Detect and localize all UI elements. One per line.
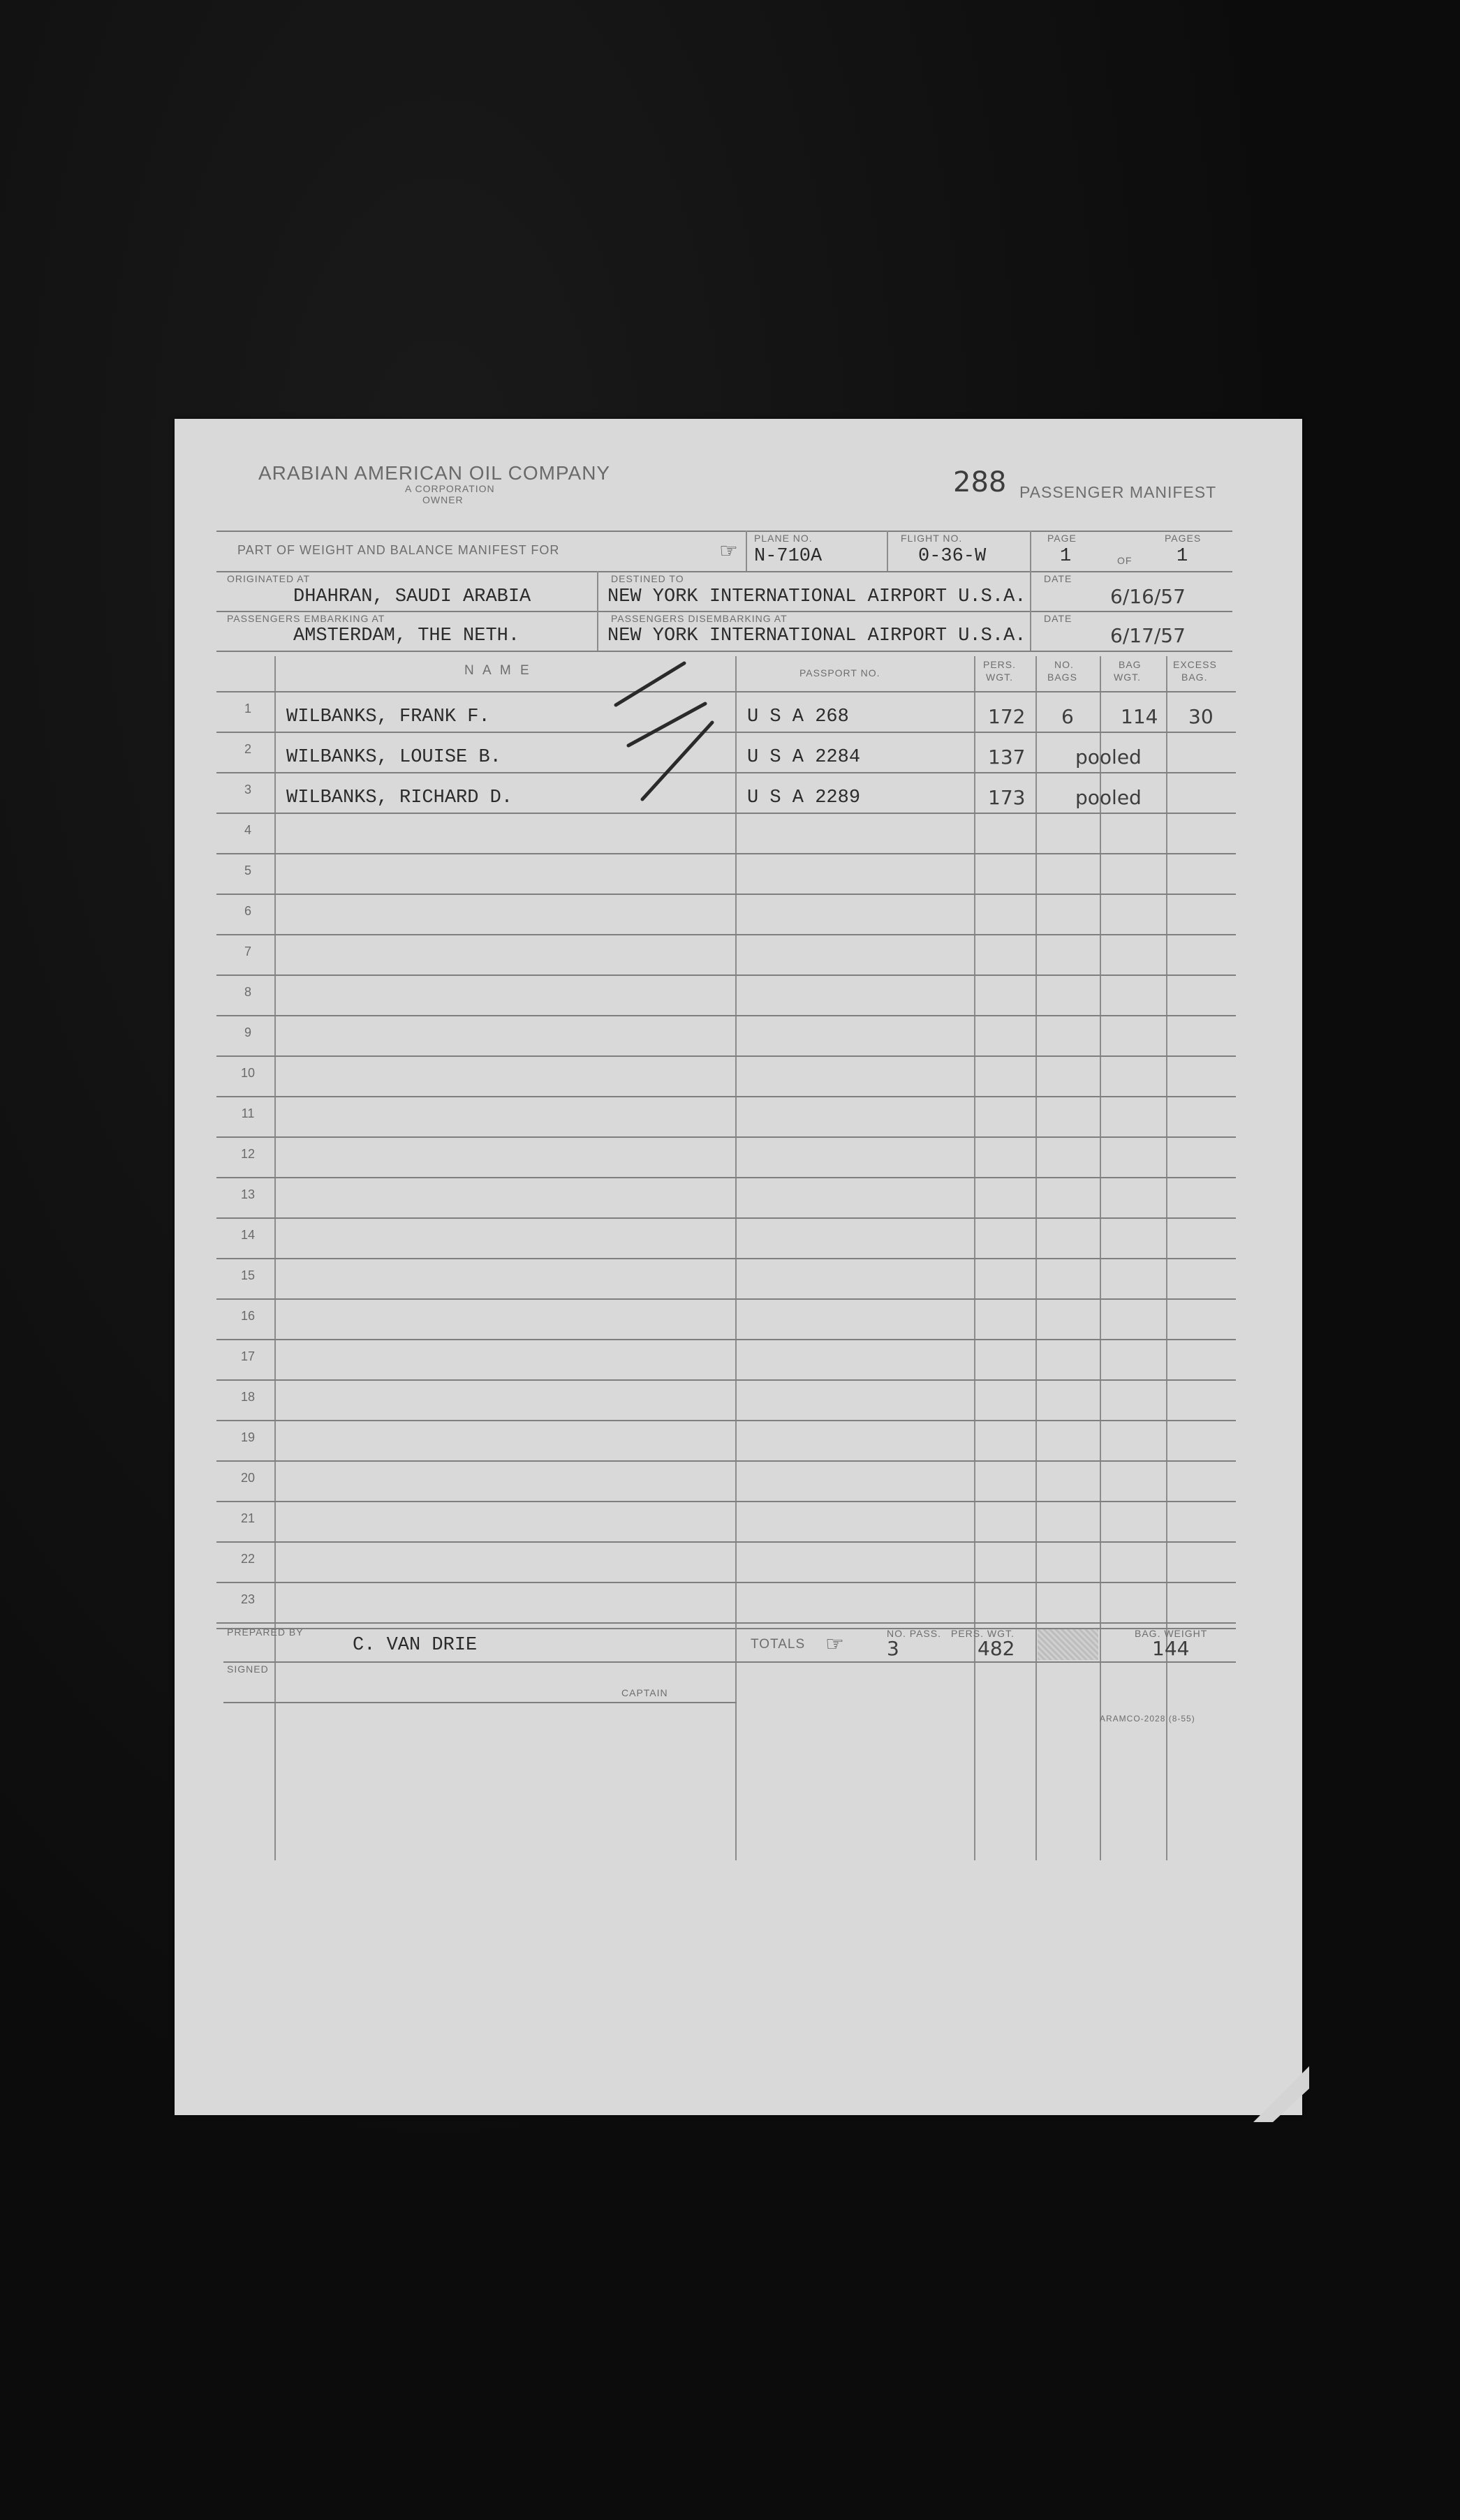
row-rule (216, 1501, 1236, 1502)
row-rule (216, 1460, 1236, 1462)
pooled-baggage-note: pooled (1075, 746, 1142, 769)
shaded-cell (1038, 1629, 1098, 1660)
column-header-passport: PASSPORT NO. (799, 667, 880, 679)
prepared-by-value: C. VAN DRIE (353, 1635, 478, 1656)
passenger-name: WILBANKS, FRANK F. (286, 706, 490, 727)
row-number: 22 (240, 1552, 256, 1566)
number-of-bags: 6 (1061, 705, 1074, 728)
column-header-no-bags: NO. (1054, 659, 1074, 670)
row-number: 2 (244, 742, 251, 756)
row-number: 15 (240, 1268, 256, 1282)
row-number: 8 (244, 985, 251, 999)
pointing-hand-icon: ☞ (825, 1632, 844, 1656)
row-number: 7 (244, 944, 251, 958)
row-rule (216, 1177, 1236, 1178)
row-rule (216, 1339, 1236, 1340)
row-rule (216, 1622, 1236, 1624)
row-rule (216, 1096, 1236, 1097)
column-header-excess: BAG. (1181, 672, 1208, 683)
passenger-name: WILBANKS, LOUISE B. (286, 747, 501, 768)
row-number: 14 (240, 1228, 256, 1242)
header-rule (216, 651, 1232, 652)
bag-weight-total-label: BAG. WEIGHT (1135, 1628, 1208, 1639)
total-personal-weight: 482 (978, 1637, 1015, 1660)
row-rule (216, 974, 1236, 976)
row-number: 6 (244, 904, 251, 918)
total-bag-weight: 144 (1152, 1637, 1190, 1660)
column-header-pers-wgt: PERS. (983, 659, 1017, 670)
row-rule (216, 1015, 1236, 1016)
date-value: 6/16/57 (1110, 585, 1186, 608)
header-divider (597, 571, 598, 651)
row-number: 17 (240, 1349, 256, 1363)
row-number: 13 (240, 1187, 256, 1201)
personal-weight: 137 (988, 746, 1026, 769)
row-number: 18 (240, 1390, 256, 1404)
row-number: 12 (240, 1147, 256, 1161)
row-number: 5 (244, 864, 251, 877)
row-rule (216, 1541, 1236, 1543)
row-rule (216, 894, 1236, 895)
totals-label: TOTALS (751, 1637, 806, 1652)
pooled-baggage-note: pooled (1075, 786, 1142, 809)
destined-label: DESTINED TO (611, 573, 684, 584)
row-number: 3 (244, 783, 251, 796)
personal-weight: 173 (988, 786, 1026, 809)
disembarking-value: NEW YORK INTERNATIONAL AIRPORT U.S.A. (607, 625, 1026, 646)
personal-weight: 172 (988, 705, 1026, 728)
captain-label: CAPTAIN (621, 1687, 668, 1698)
row-rule (216, 1582, 1236, 1583)
column-header-pers-wgt: WGT. (986, 672, 1013, 683)
company-name: ARABIAN AMERICAN OIL COMPANY (258, 462, 611, 484)
column-header-bag-wgt: BAG (1119, 659, 1142, 670)
column-header-name: N A M E (464, 663, 532, 678)
no-pass-label: NO. PASS. (887, 1628, 941, 1639)
row-rule (216, 1379, 1236, 1381)
page-number: 1 (1060, 546, 1072, 567)
owner-label: OWNER (422, 494, 464, 505)
corporation-label: A CORPORATION (405, 483, 495, 494)
row-number: 1 (244, 702, 251, 716)
flight-number: 0-36-W (918, 546, 987, 567)
plane-no-label: PLANE NO. (754, 533, 813, 544)
row-number: 16 (240, 1309, 256, 1323)
header-rule (216, 611, 1232, 612)
passport-number: U S A 2284 (747, 747, 861, 768)
row-rule (216, 1258, 1236, 1259)
embarking-label: PASSENGERS EMBARKING AT (227, 613, 385, 624)
prepared-by-label: PREPARED BY (227, 1626, 304, 1638)
disembarking-label: PASSENGERS DISEMBARKING AT (611, 613, 788, 624)
flight-no-label: FLIGHT NO. (901, 533, 963, 544)
header-divider (887, 531, 888, 571)
row-rule (216, 1217, 1236, 1219)
originated-label: ORIGINATED AT (227, 573, 311, 584)
row-rule (216, 1055, 1236, 1057)
row-rule (216, 934, 1236, 935)
manifest-sheet (175, 419, 1302, 2115)
row-number: 23 (240, 1592, 256, 1606)
date-label: DATE (1044, 573, 1072, 584)
bag-weight: 114 (1121, 705, 1158, 728)
document-title: PASSENGER MANIFEST (1019, 483, 1217, 501)
check-marks (607, 656, 747, 817)
originated-value: DHAHRAN, SAUDI ARABIA (293, 586, 531, 607)
row-number: 19 (240, 1430, 256, 1444)
excess-baggage: 30 (1188, 705, 1214, 728)
row-rule (216, 1136, 1236, 1138)
footer-rule (223, 1661, 737, 1663)
row-number: 11 (241, 1106, 255, 1120)
header-rule (216, 531, 1232, 532)
column-header-no-bags: BAGS (1047, 672, 1077, 683)
passport-number: U S A 2289 (747, 787, 861, 808)
header-divider (1030, 531, 1031, 651)
row-rule (216, 853, 1236, 854)
form-number: ARAMCO-2028 (8-55) (1100, 1714, 1195, 1724)
passenger-name: WILBANKS, RICHARD D. (286, 787, 513, 808)
row-number: 9 (244, 1025, 251, 1039)
signed-label: SIGNED (227, 1663, 269, 1675)
row-rule (216, 1298, 1236, 1300)
pers-wgt-total-label: PERS. WGT. (951, 1628, 1015, 1639)
plane-number: N-710A (754, 546, 823, 567)
row-number: 4 (244, 823, 251, 837)
row-number: 21 (240, 1511, 256, 1525)
pointing-hand-icon: ☞ (719, 539, 738, 563)
row-rule (216, 1420, 1236, 1421)
header-divider (746, 531, 747, 571)
passport-number: U S A 268 (747, 706, 849, 727)
footer-rule (223, 1702, 737, 1703)
page-label: PAGE (1047, 533, 1077, 544)
row-number: 10 (240, 1066, 256, 1080)
date-label: DATE (1044, 613, 1072, 624)
date-value: 6/17/57 (1110, 624, 1186, 647)
footer-rule (735, 1661, 1236, 1663)
column-header-bag-wgt: WGT. (1114, 672, 1141, 683)
part-of-manifest-label: PART OF WEIGHT AND BALANCE MANIFEST FOR (237, 543, 560, 557)
pages-label: PAGES (1165, 533, 1202, 544)
column-header-excess: EXCESS (1173, 659, 1217, 670)
footer-divider (735, 1628, 737, 1702)
row-number: 20 (240, 1471, 256, 1485)
total-passengers: 3 (887, 1637, 899, 1660)
embarking-value: AMSTERDAM, THE NETH. (293, 625, 520, 646)
of-label: OF (1117, 555, 1133, 566)
pages-total: 1 (1177, 546, 1188, 567)
header-rule (216, 571, 1232, 572)
sheet-number: 288 (953, 466, 1007, 498)
destined-value: NEW YORK INTERNATIONAL AIRPORT U.S.A. (607, 586, 1026, 607)
